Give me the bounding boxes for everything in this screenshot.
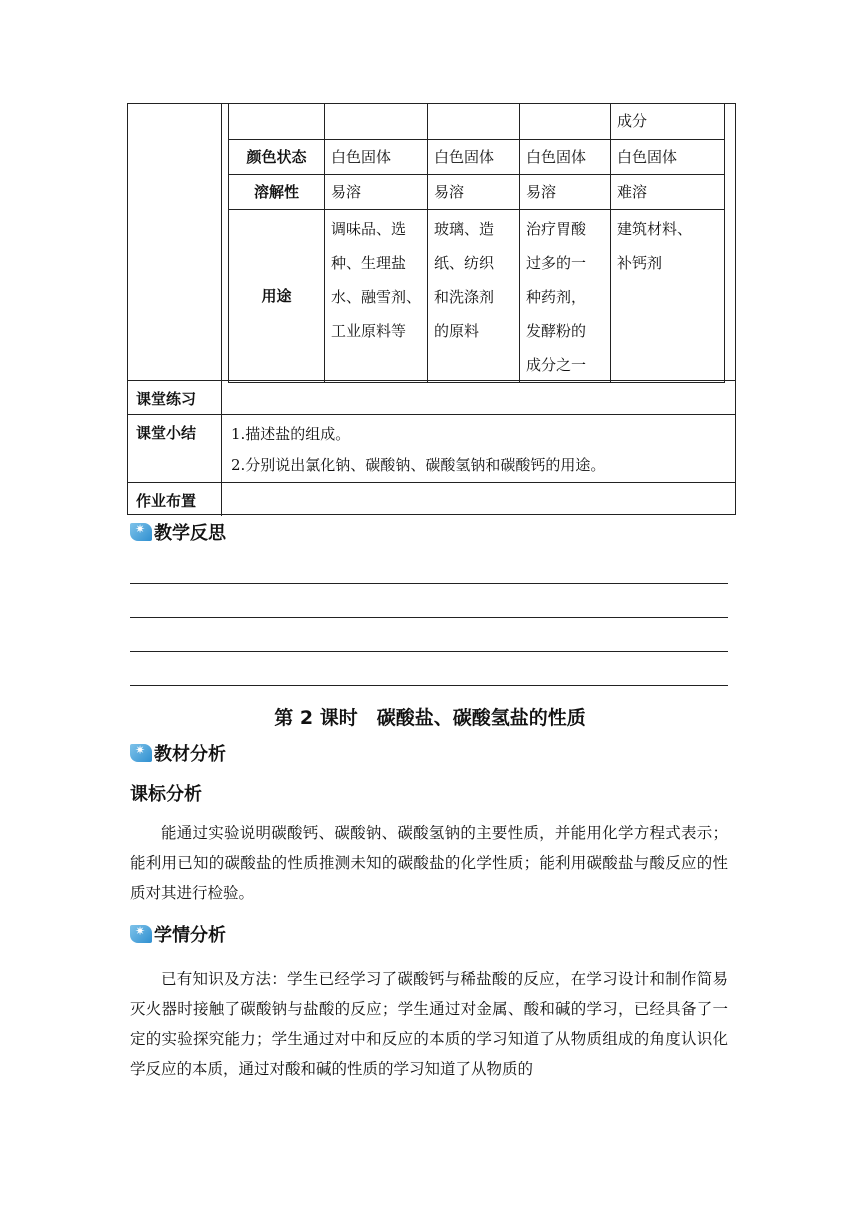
use-line: 补钙剂 xyxy=(617,254,663,272)
reflection-title: 教学反思 xyxy=(154,523,226,544)
table-cell: 白色固体 xyxy=(325,140,428,175)
blank-writing-line xyxy=(130,617,728,618)
table-cell xyxy=(428,210,520,383)
table-divider xyxy=(128,414,735,415)
summary-item-2: 2.分别说出氯化钠、碳酸钠、碳酸氢钠和碳酸钙的用途。 xyxy=(231,456,606,474)
lesson-title: 第 2 课时 碳酸盐、碳酸氢盐的性质 xyxy=(274,707,586,729)
row-header-color-state: 颜色状态 xyxy=(229,140,325,175)
table-divider xyxy=(221,380,222,516)
table-cell: 白色固体 xyxy=(520,140,611,175)
use-line: 玻璃、造 xyxy=(434,220,495,238)
use-line: 过多的一 xyxy=(526,254,587,272)
use-line: 种、生理盐 xyxy=(331,254,407,272)
use-line: 建筑材料、 xyxy=(617,220,693,238)
blank-writing-line xyxy=(130,685,728,686)
blank-writing-line xyxy=(130,583,728,584)
table-divider xyxy=(128,482,735,483)
use-line: 的原料 xyxy=(434,322,480,340)
material-analysis-title: 教材分析 xyxy=(154,744,226,765)
table-cell: 易溶 xyxy=(428,175,520,210)
table-row xyxy=(229,140,725,175)
row-header-solubility: 溶解性 xyxy=(229,175,325,210)
table-row xyxy=(229,210,725,383)
use-line: 和洗涤剂 xyxy=(434,288,495,306)
use-line: 发酵粉的 xyxy=(526,322,587,340)
use-line: 治疗胃酸 xyxy=(526,220,587,238)
table-cell: 成分 xyxy=(611,104,725,140)
use-line: 种药剂， xyxy=(526,288,587,306)
table-cell xyxy=(325,210,428,383)
material-analysis-heading xyxy=(130,740,226,766)
row-header-uses: 用途 xyxy=(229,210,325,383)
blank-writing-line xyxy=(130,651,728,652)
use-line: 工业原料等 xyxy=(331,322,407,340)
book-icon xyxy=(130,744,152,762)
book-icon xyxy=(130,925,152,943)
reflection-heading xyxy=(130,519,226,545)
table-cell xyxy=(611,210,725,383)
summary-label: 课堂小结 xyxy=(136,424,197,442)
table-cell: 易溶 xyxy=(325,175,428,210)
table-cell: 白色固体 xyxy=(611,140,725,175)
table-cell xyxy=(520,210,611,383)
summary-item-1: 1.描述盐的组成。 xyxy=(231,425,351,443)
curriculum-analysis-heading: 课标分析 xyxy=(130,784,202,805)
table-cell: 难溶 xyxy=(611,175,725,210)
use-line: 成分之一 xyxy=(526,356,587,374)
table-row xyxy=(229,175,725,210)
curriculum-analysis-text: 能通过实验说明碳酸钙、碳酸钠、碳酸氢钠的主要性质，并能用化学方程式表示；能利用已知的碳酸盐的性质推测未知的碳酸盐的化学性质；能利用碳酸盐与酸反应的性质对其进行检验。 xyxy=(130,824,728,902)
student-analysis-text: 已有知识及方法：学生已经学习了碳酸钙与稀盐酸的反应，在学习设计和制作简易灭火器时接触了碳酸钠与盐酸的反应；学生通过对金属、酸和碱的学习，已经具备了一定的实验探究能力；学生通过对中和反应的本质的学习知道了从物质组成的角度认识化学反应的本质，通过对酸和碱的性质的学习知道了从物质的 xyxy=(130,970,728,1078)
homework-label: 作业布置 xyxy=(136,492,197,510)
use-line: 水、融雪剂、 xyxy=(331,288,422,306)
salt-properties-table xyxy=(228,103,725,383)
table-cell: 易溶 xyxy=(520,175,611,210)
book-icon xyxy=(130,523,152,541)
student-analysis-title: 学情分析 xyxy=(154,925,226,946)
student-analysis-heading xyxy=(130,921,226,947)
table-divider xyxy=(221,104,222,380)
use-line: 调味品、选 xyxy=(331,220,407,238)
practice-label: 课堂练习 xyxy=(136,390,197,408)
use-line: 纸、纺织 xyxy=(434,254,495,272)
table-cell: 白色固体 xyxy=(428,140,520,175)
table-row xyxy=(229,104,725,140)
